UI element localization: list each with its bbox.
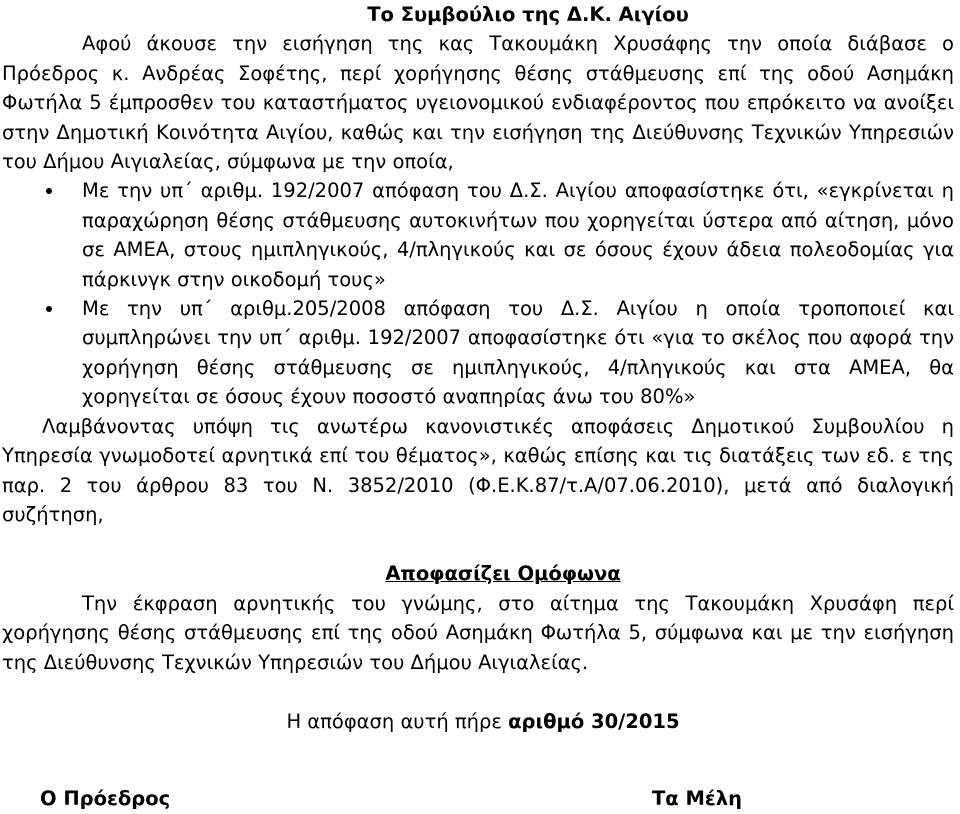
- decision-heading: Αποφασίζει Ομόφωνα: [385, 562, 621, 586]
- signature-president: Ο Πρόεδρος: [40, 787, 171, 810]
- signature-block: [0, 784, 960, 814]
- document-title: Το Συμβούλιο της Δ.Κ. Αιγίου: [367, 3, 689, 26]
- list-item: [2, 176, 954, 294]
- spacer: [2, 529, 954, 559]
- bullet-icon: [46, 188, 52, 194]
- decision-number-prefix: Η απόφαση αυτή πήρε: [286, 709, 502, 733]
- decision-paragraph: Την έκφραση αρνητικής του γνώμης, στο αίτημα της Τακουμάκη Χρυσάφη περί χορήγησης θέσης στάθμευσης επί της οδού Ασημάκη Φωτήλα 5, σύμφωνα και με την εισήγηση της Διεύθυνσης Τεχνικών Υπηρεσιών του Δήμου Αιγιαλείας.: [2, 591, 954, 674]
- decision-number: αριθμό 30/2015: [508, 709, 680, 733]
- bullet-list: [2, 176, 954, 411]
- considering-paragraph: Λαμβάνοντας υπόψη τις ανωτέρω κανονιστικές αποφάσεις Δημοτικού Συμβουλίου η Υπηρεσία γνωμοδοτεί αρνητικά επί του θέματος», καθώς επίσης και τις διατάξεις των εδ. ε της παρ. 2 του άρθρου 83 του Ν. 3852/2010 (Φ.Ε.Κ.87/τ.Α/07.06.2010), μετά από διαλογική συζήτηση,: [2, 414, 954, 526]
- bullet-text: Με την υπ΄ αριθμ.205/2008 απόφαση του Δ.Σ. Αιγίου η οποία τροποποιεί και συμπληρώνει την υπ΄ αριθμ. 192/2007 αποφασίστηκε ότι «για το σκέλος που αφορά την χορήγηση θέσης στάθμευσης σε ημιπληγικούς, 4/πληγικούς και στα ΑΜΕΑ, θα χορηγείται σε όσους έχουν ποσοστό αναπηρίας άνω του 80%»: [82, 297, 954, 409]
- intro-paragraph: Αφού άκουσε την εισήγηση της κας Τακουμάκη Χρυσάφης την οποία διάβασε ο Πρόεδρος κ. Ανδρέας Σοφέτης, περί χορήγησης θέσης στάθμευσης επί της οδού Ασημάκη Φωτήλα 5 έμπροσθεν του καταστήματος υγειονομικού ενδιαφέροντος που επρόκειτο να ανοίξει στην Δημοτική Κοινότητα Αιγίου, καθώς και την εισήγηση της Διεύθυνσης Τεχνικών Υπηρεσιών του Δήμου Αιγιαλείας, σύμφωνα με την οποία,: [2, 32, 954, 174]
- decision-number-line: [2, 707, 954, 736]
- spacer: [2, 677, 954, 707]
- bullet-text: Με την υπ΄ αριθμ. 192/2007 απόφαση του Δ.Σ. Αιγίου αποφασίστηκε ότι, «εγκρίνεται η παραχώρηση θέσης στάθμευσης αυτοκινήτων που χορηγείται ύστερα από αίτηση, μόνο σε ΑΜΕΑ, στους ημιπληγικούς, 4/πληγικούς και σε όσους έχουν άδεια πολεοδομίας για πάρκινγκ στην οικοδομή τους»: [82, 179, 954, 291]
- list-item: [2, 294, 954, 412]
- signature-members: Τα Μέλη: [652, 787, 742, 810]
- bullet-icon: [46, 306, 52, 312]
